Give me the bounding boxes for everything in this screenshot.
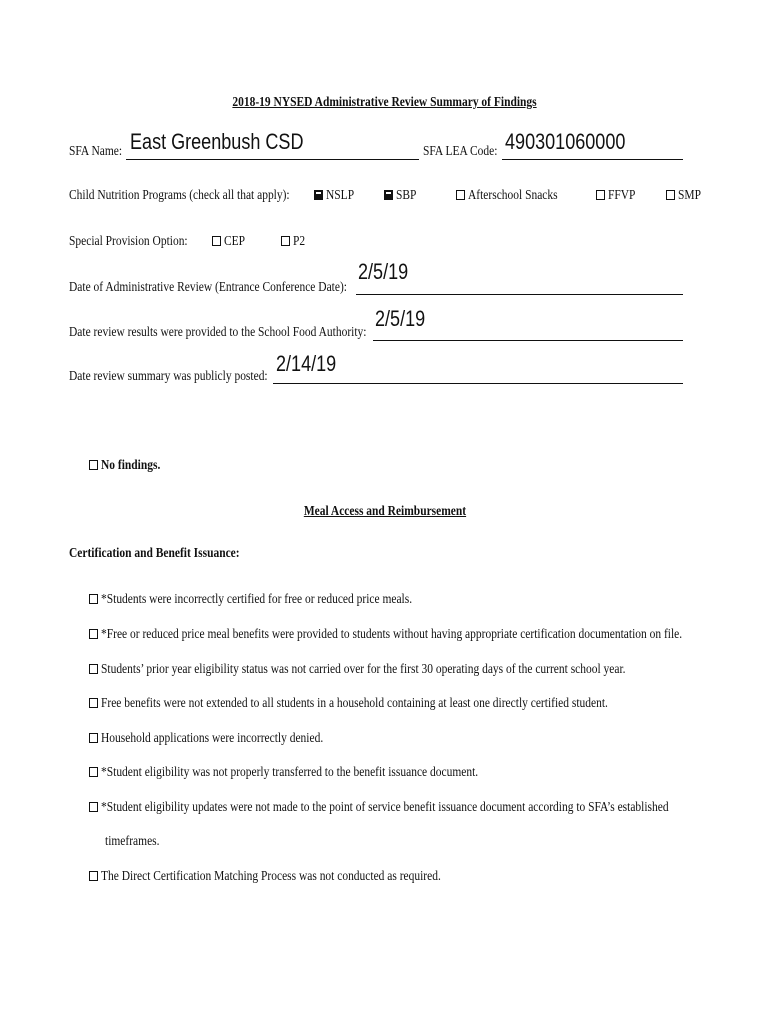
- checkbox-empty-icon: [89, 664, 98, 674]
- review-date-label: Date of Administrative Review (Entrance Conference Date):: [69, 280, 347, 295]
- checkbox-empty-icon: [89, 629, 98, 639]
- program-smp-checkbox[interactable]: SMP: [666, 188, 706, 204]
- sfa-lea-line: [502, 159, 683, 160]
- results-date-label: Date review results were provided to the School Food Authority:: [69, 325, 367, 340]
- program-ffvp-checkbox[interactable]: FFVP: [596, 188, 641, 204]
- finding-item[interactable]: Free benefits were not extended to all students in a household containing at least one directly certified student.: [89, 696, 719, 712]
- checkbox-empty-icon: [89, 767, 98, 777]
- special-provision-label: Special Provision Option:: [69, 234, 188, 249]
- finding-item[interactable]: Household applications were incorrectly denied.: [89, 731, 372, 747]
- posted-date-line: [273, 383, 683, 384]
- posted-date-label: Date review summary was publicly posted:: [69, 369, 268, 384]
- checkbox-empty-icon: [89, 871, 98, 881]
- checkbox-empty-icon: [212, 236, 221, 246]
- checkbox-empty-icon: [596, 190, 605, 200]
- sfa-lea-label: SFA LEA Code:: [423, 144, 498, 159]
- review-date-value[interactable]: 2/5/19: [358, 259, 409, 284]
- sfa-lea-value[interactable]: 490301060000: [505, 129, 626, 154]
- finding-item-continuation: timeframes.: [105, 834, 160, 849]
- checkbox-empty-icon: [281, 236, 290, 246]
- section-heading: Meal Access and Reimbursement: [303, 504, 467, 519]
- checkbox-empty-icon: [666, 190, 675, 200]
- checkbox-empty-icon: [89, 698, 98, 708]
- checkbox-empty-icon: [456, 190, 465, 200]
- checkbox-empty-icon: [89, 733, 98, 743]
- results-date-value[interactable]: 2/5/19: [375, 306, 426, 331]
- no-findings-checkbox[interactable]: No findings.: [89, 458, 173, 474]
- program-afterschool-checkbox[interactable]: Afterschool Snacks: [456, 188, 577, 204]
- finding-item[interactable]: *Free or reduced price meal benefits were provided to students without having appropriate certification documentation on file.: [89, 627, 770, 643]
- sfa-name-line: [126, 159, 419, 160]
- results-date-line: [373, 340, 683, 341]
- document-title: 2018-19 NYSED Administrative Review Summary of Findings: [232, 95, 538, 110]
- checkbox-checked-icon: [384, 190, 393, 200]
- finding-item[interactable]: *Student eligibility updates were not made to the point of service benefit issuance document according to SFA’s established: [89, 800, 770, 816]
- sfa-name-label: SFA Name:: [69, 144, 123, 159]
- checkbox-empty-icon: [89, 802, 98, 812]
- finding-item[interactable]: Students’ prior year eligibility status was not carried over for the first 30 operating days of the current school year.: [89, 662, 741, 678]
- provision-cep-checkbox[interactable]: CEP: [212, 234, 250, 250]
- finding-item[interactable]: The Direct Certification Matching Process was not conducted as required.: [89, 869, 515, 885]
- finding-item[interactable]: *Students were incorrectly certified for free or reduced price meals.: [89, 592, 480, 608]
- review-date-line: [356, 294, 683, 295]
- provision-p2-checkbox[interactable]: P2: [281, 234, 308, 250]
- checkbox-empty-icon: [89, 594, 98, 604]
- programs-label: Child Nutrition Programs (check all that apply):: [69, 188, 290, 203]
- posted-date-value[interactable]: 2/14/19: [276, 351, 337, 376]
- program-sbp-checkbox[interactable]: SBP: [384, 188, 421, 204]
- sfa-name-value[interactable]: East Greenbush CSD: [130, 129, 304, 154]
- program-nslp-checkbox[interactable]: NSLP: [314, 188, 360, 204]
- finding-item[interactable]: *Student eligibility was not properly transferred to the benefit issuance document.: [89, 765, 561, 781]
- checkbox-checked-icon: [314, 190, 323, 200]
- subsection-heading: Certification and Benefit Issuance:: [69, 546, 240, 561]
- checkbox-empty-icon: [89, 460, 98, 470]
